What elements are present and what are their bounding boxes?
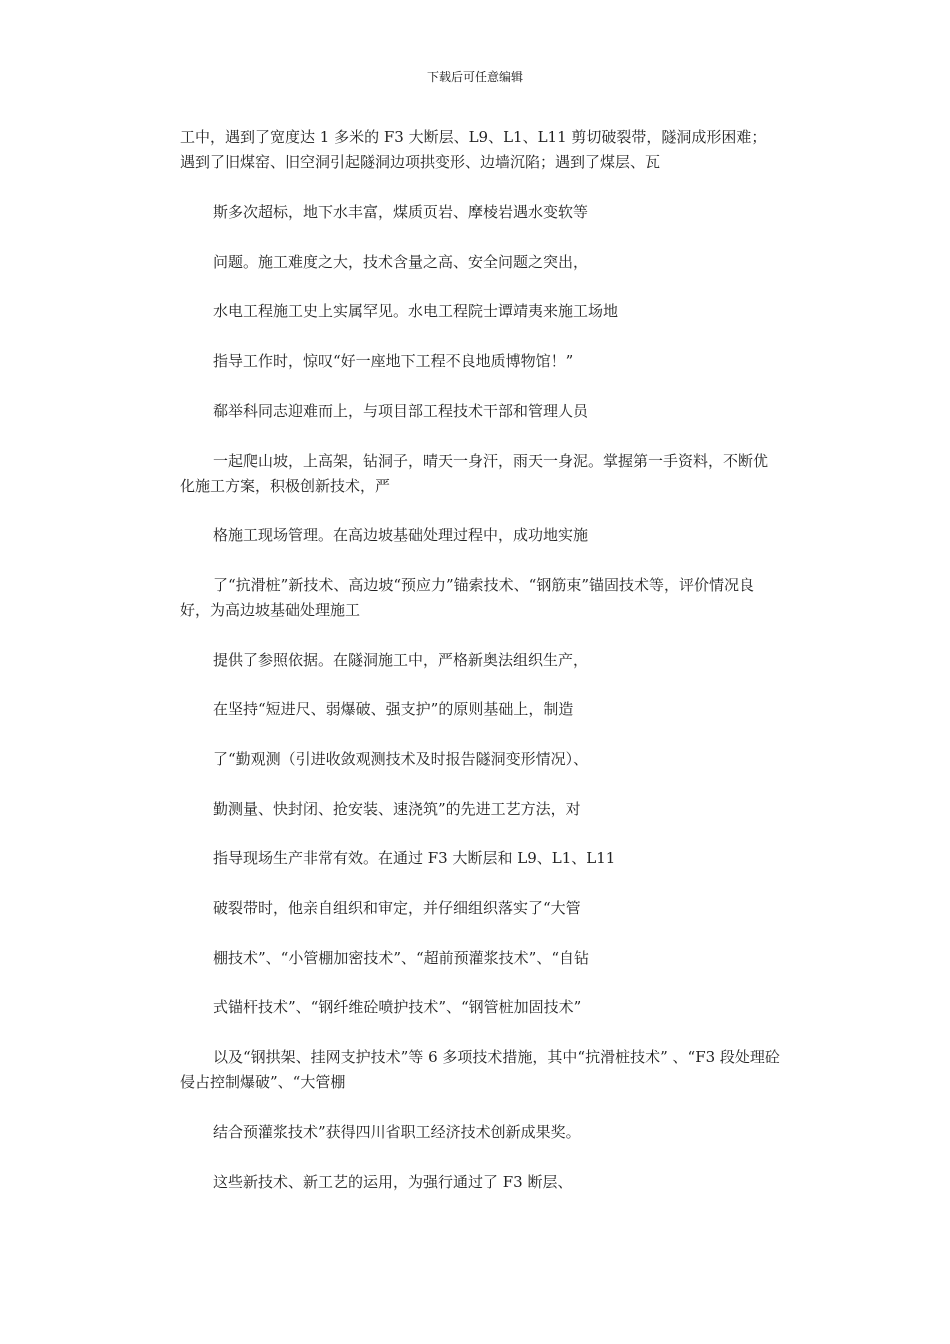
paragraph-13: 勤测量、快封闭、抢安装、速浇筑”的先进工艺方法，对 bbox=[213, 800, 581, 818]
paragraph-17: 式锚杆技术”、“钢纤维砼喷护技术”、“钢管桩加固技术” bbox=[213, 998, 582, 1016]
paragraph-19: 结合预灌浆技术”获得四川省职工经济技术创新成果奖。 bbox=[213, 1123, 581, 1141]
paragraph-1: 工中，遇到了宽度达 1 多米的 F3 大断层、L9、L1、L11 剪切破裂带，隧洞成形困难；遇到了旧煤窑、旧空洞引起隧洞边项拱变形、边墙沉陷；遇到了煤层、瓦 bbox=[180, 128, 767, 171]
paragraph-15: 破裂带时，他亲自组织和审定，并仔细组织落实了“大管 bbox=[213, 899, 581, 917]
paragraph-4: 水电工程施工史上实属罕见。水电工程院士谭靖夷来施工场地 bbox=[213, 302, 619, 320]
paragraph-2: 斯多次超标，地下水丰富，煤质页岩、摩棱岩遇水变软等 bbox=[213, 203, 589, 221]
paragraph-20: 这些新技术、新工艺的运用，为强行通过了 F3 断层、 bbox=[213, 1173, 573, 1191]
paragraph-11: 在坚持“短进尺、弱爆破、强支护”的原则基础上，制造 bbox=[213, 700, 574, 718]
paragraph-5: 指导工作时，惊叹“好一座地下工程不良地质博物馆！” bbox=[213, 352, 574, 370]
paragraph-16: 棚技术”、“小管棚加密技术”、“超前预灌浆技术”、“自钻 bbox=[213, 949, 590, 967]
paragraph-9: 了“抗滑桩”新技术、高边坡“预应力”锚索技术、“钢筋束”锚固技术等，评价情况良好，为高边坡基础处理施工 bbox=[180, 576, 755, 619]
page-header: 下载后可任意编辑 bbox=[426, 70, 523, 84]
paragraph-8: 格施工现场管理。在高边坡基础处理过程中，成功地实施 bbox=[213, 526, 589, 544]
paragraph-6: 郗举科同志迎难而上，与项目部工程技术干部和管理人员 bbox=[213, 402, 589, 420]
paragraph-12: 了“勤观测（引进收敛观测技术及时报告隧洞变形情况）、 bbox=[213, 750, 589, 768]
paragraph-10: 提供了参照依据。在隧洞施工中，严格新奥法组织生产， bbox=[213, 651, 589, 669]
paragraph-3: 问题。施工难度之大，技术含量之高、安全问题之突出， bbox=[213, 253, 589, 271]
paragraph-7: 一起爬山坡，上高架，钻洞子，晴天一身汗，雨天一身泥。掌握第一手资料，不断优化施工方案，积极创新技术，严 bbox=[180, 452, 769, 495]
paragraph-14: 指导现场生产非常有效。在通过 F3 大断层和 L9、L1、L11 bbox=[213, 849, 616, 867]
paragraph-18: 以及“钢拱架、挂网支护技术”等 6 多项技术措施，其中“抗滑桩技术” 、“F3 段处理砼侵占控制爆破”、“大管棚 bbox=[180, 1048, 780, 1091]
